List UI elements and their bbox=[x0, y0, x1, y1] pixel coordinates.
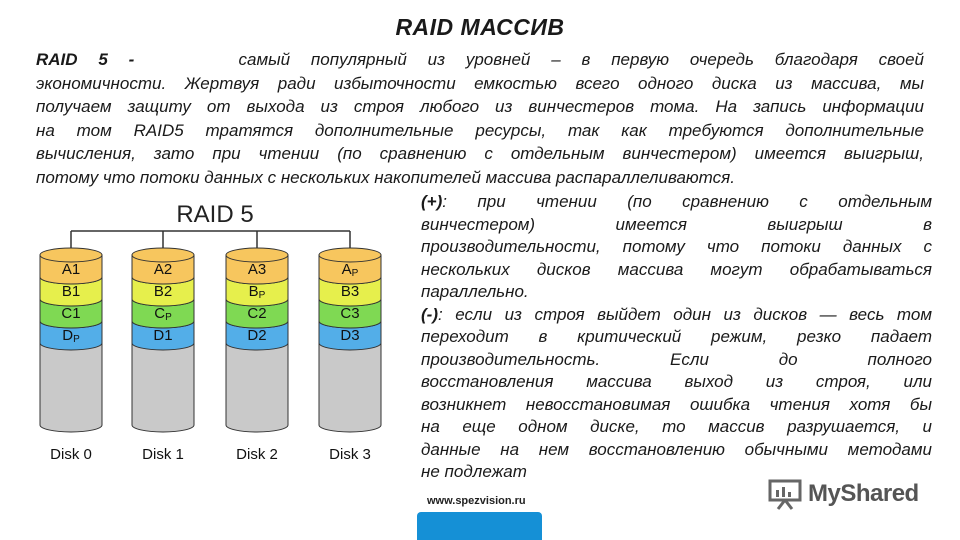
raid5-diagram bbox=[30, 195, 400, 475]
plus-line-0: (+): при чтении (по сравнению с отдельным bbox=[421, 192, 932, 211]
block-label-0-2: C1 bbox=[61, 305, 81, 322]
plus-line-4: параллельно. bbox=[421, 282, 529, 301]
plus-label: (+) bbox=[421, 192, 443, 211]
block-label-3-2: C3 bbox=[340, 305, 360, 322]
disk-3-cap-0 bbox=[319, 248, 381, 262]
minus-line-0: (-): если из строя выйдет один из дисков — весь том bbox=[421, 304, 932, 324]
block-label-0-1: B1 bbox=[61, 283, 81, 300]
block-label-1-0: A2 bbox=[153, 261, 173, 278]
minus-line-6: данные на нем восстановлению обычными методами bbox=[421, 439, 932, 459]
minus-line-2: производительность. Если до полного bbox=[421, 349, 932, 369]
blue-tab bbox=[417, 512, 542, 540]
disk-label-3: Disk 3 bbox=[329, 446, 371, 463]
disk-2-cap-0 bbox=[226, 248, 288, 262]
block-label-2-3: D2 bbox=[247, 327, 267, 344]
plus-line-2: производительности, потому что потоки данных с bbox=[421, 237, 932, 256]
disk-body-1 bbox=[132, 343, 194, 432]
site-url[interactable]: www.spezvision.ru bbox=[427, 495, 526, 507]
intro-paragraph bbox=[36, 48, 924, 189]
intro-line-5: потому что потоки данных с нескольких накопителей массива распараллеливаются. bbox=[36, 167, 735, 187]
block-label-0-0: A1 bbox=[61, 261, 81, 278]
pros-cons-text bbox=[421, 191, 932, 484]
block-label-2-0: A3 bbox=[247, 261, 267, 278]
disk-label-2: Disk 2 bbox=[236, 446, 278, 463]
block-label-2-1: BP bbox=[248, 283, 266, 301]
block-label-0-3: DP bbox=[62, 327, 80, 345]
disk-label-1: Disk 1 bbox=[142, 446, 184, 463]
minus-line-5: на еще одном диске, то массив разрушается, и bbox=[421, 417, 932, 436]
block-label-3-3: D3 bbox=[340, 327, 360, 344]
minus-line-7: не подлежат bbox=[421, 462, 527, 481]
raid5-label: RAID 5 - bbox=[36, 50, 135, 69]
minus-line-1: переходит в критический режим, резко падает bbox=[421, 327, 932, 346]
myshared-logo[interactable] bbox=[768, 477, 919, 511]
plus-line-3: нескольких дисков массива могут обрабатываться bbox=[421, 259, 932, 279]
block-label-1-2: CP bbox=[154, 305, 172, 323]
disk-body-0 bbox=[40, 343, 102, 432]
intro-line-2: получаем защиту от выхода из строя любого из винчестеров тома. На запись информации bbox=[36, 97, 924, 116]
block-label-1-1: B2 bbox=[153, 283, 173, 300]
intro-line-1: экономичности. Жертвуя ради избыточности емкостью всего одного диска из массива, мы bbox=[36, 73, 924, 93]
page-title: RAID МАССИВ bbox=[395, 14, 565, 40]
diagram-title: RAID 5 bbox=[176, 201, 254, 228]
plus-line-1: винчестером) имеется выигрыш в bbox=[421, 214, 932, 234]
block-label-1-3: D1 bbox=[153, 327, 173, 344]
disk-0-cap-0 bbox=[40, 248, 102, 262]
disk-body-3 bbox=[319, 343, 381, 432]
intro-line-3: на том RAID5 тратятся дополнительные ресурсы, так как требуются дополнительные bbox=[36, 120, 924, 140]
presentation-board-icon bbox=[768, 478, 802, 510]
disk-1-cap-0 bbox=[132, 248, 194, 262]
logo-text: MyShared bbox=[808, 480, 919, 507]
minus-line-3: восстановления массива выход из строя, или bbox=[421, 372, 932, 391]
block-label-3-1: B3 bbox=[340, 283, 360, 300]
disk-label-0: Disk 0 bbox=[50, 446, 92, 463]
block-label-2-2: C2 bbox=[247, 305, 267, 322]
intro-line-4: вычисления, зато при чтении (по сравнению с отдельным винчестером) имеется выигрыш, bbox=[36, 144, 924, 163]
intro-line-0: RAID 5 - самый популярный из уровней – в первую очередь благодаря своей bbox=[36, 50, 924, 69]
disk-body-2 bbox=[226, 343, 288, 432]
minus-label: (-) bbox=[421, 304, 438, 324]
minus-line-4: возникнет невосстановимая ошибка чтения хотя бы bbox=[421, 394, 932, 414]
block-label-3-0: AP bbox=[341, 261, 359, 279]
